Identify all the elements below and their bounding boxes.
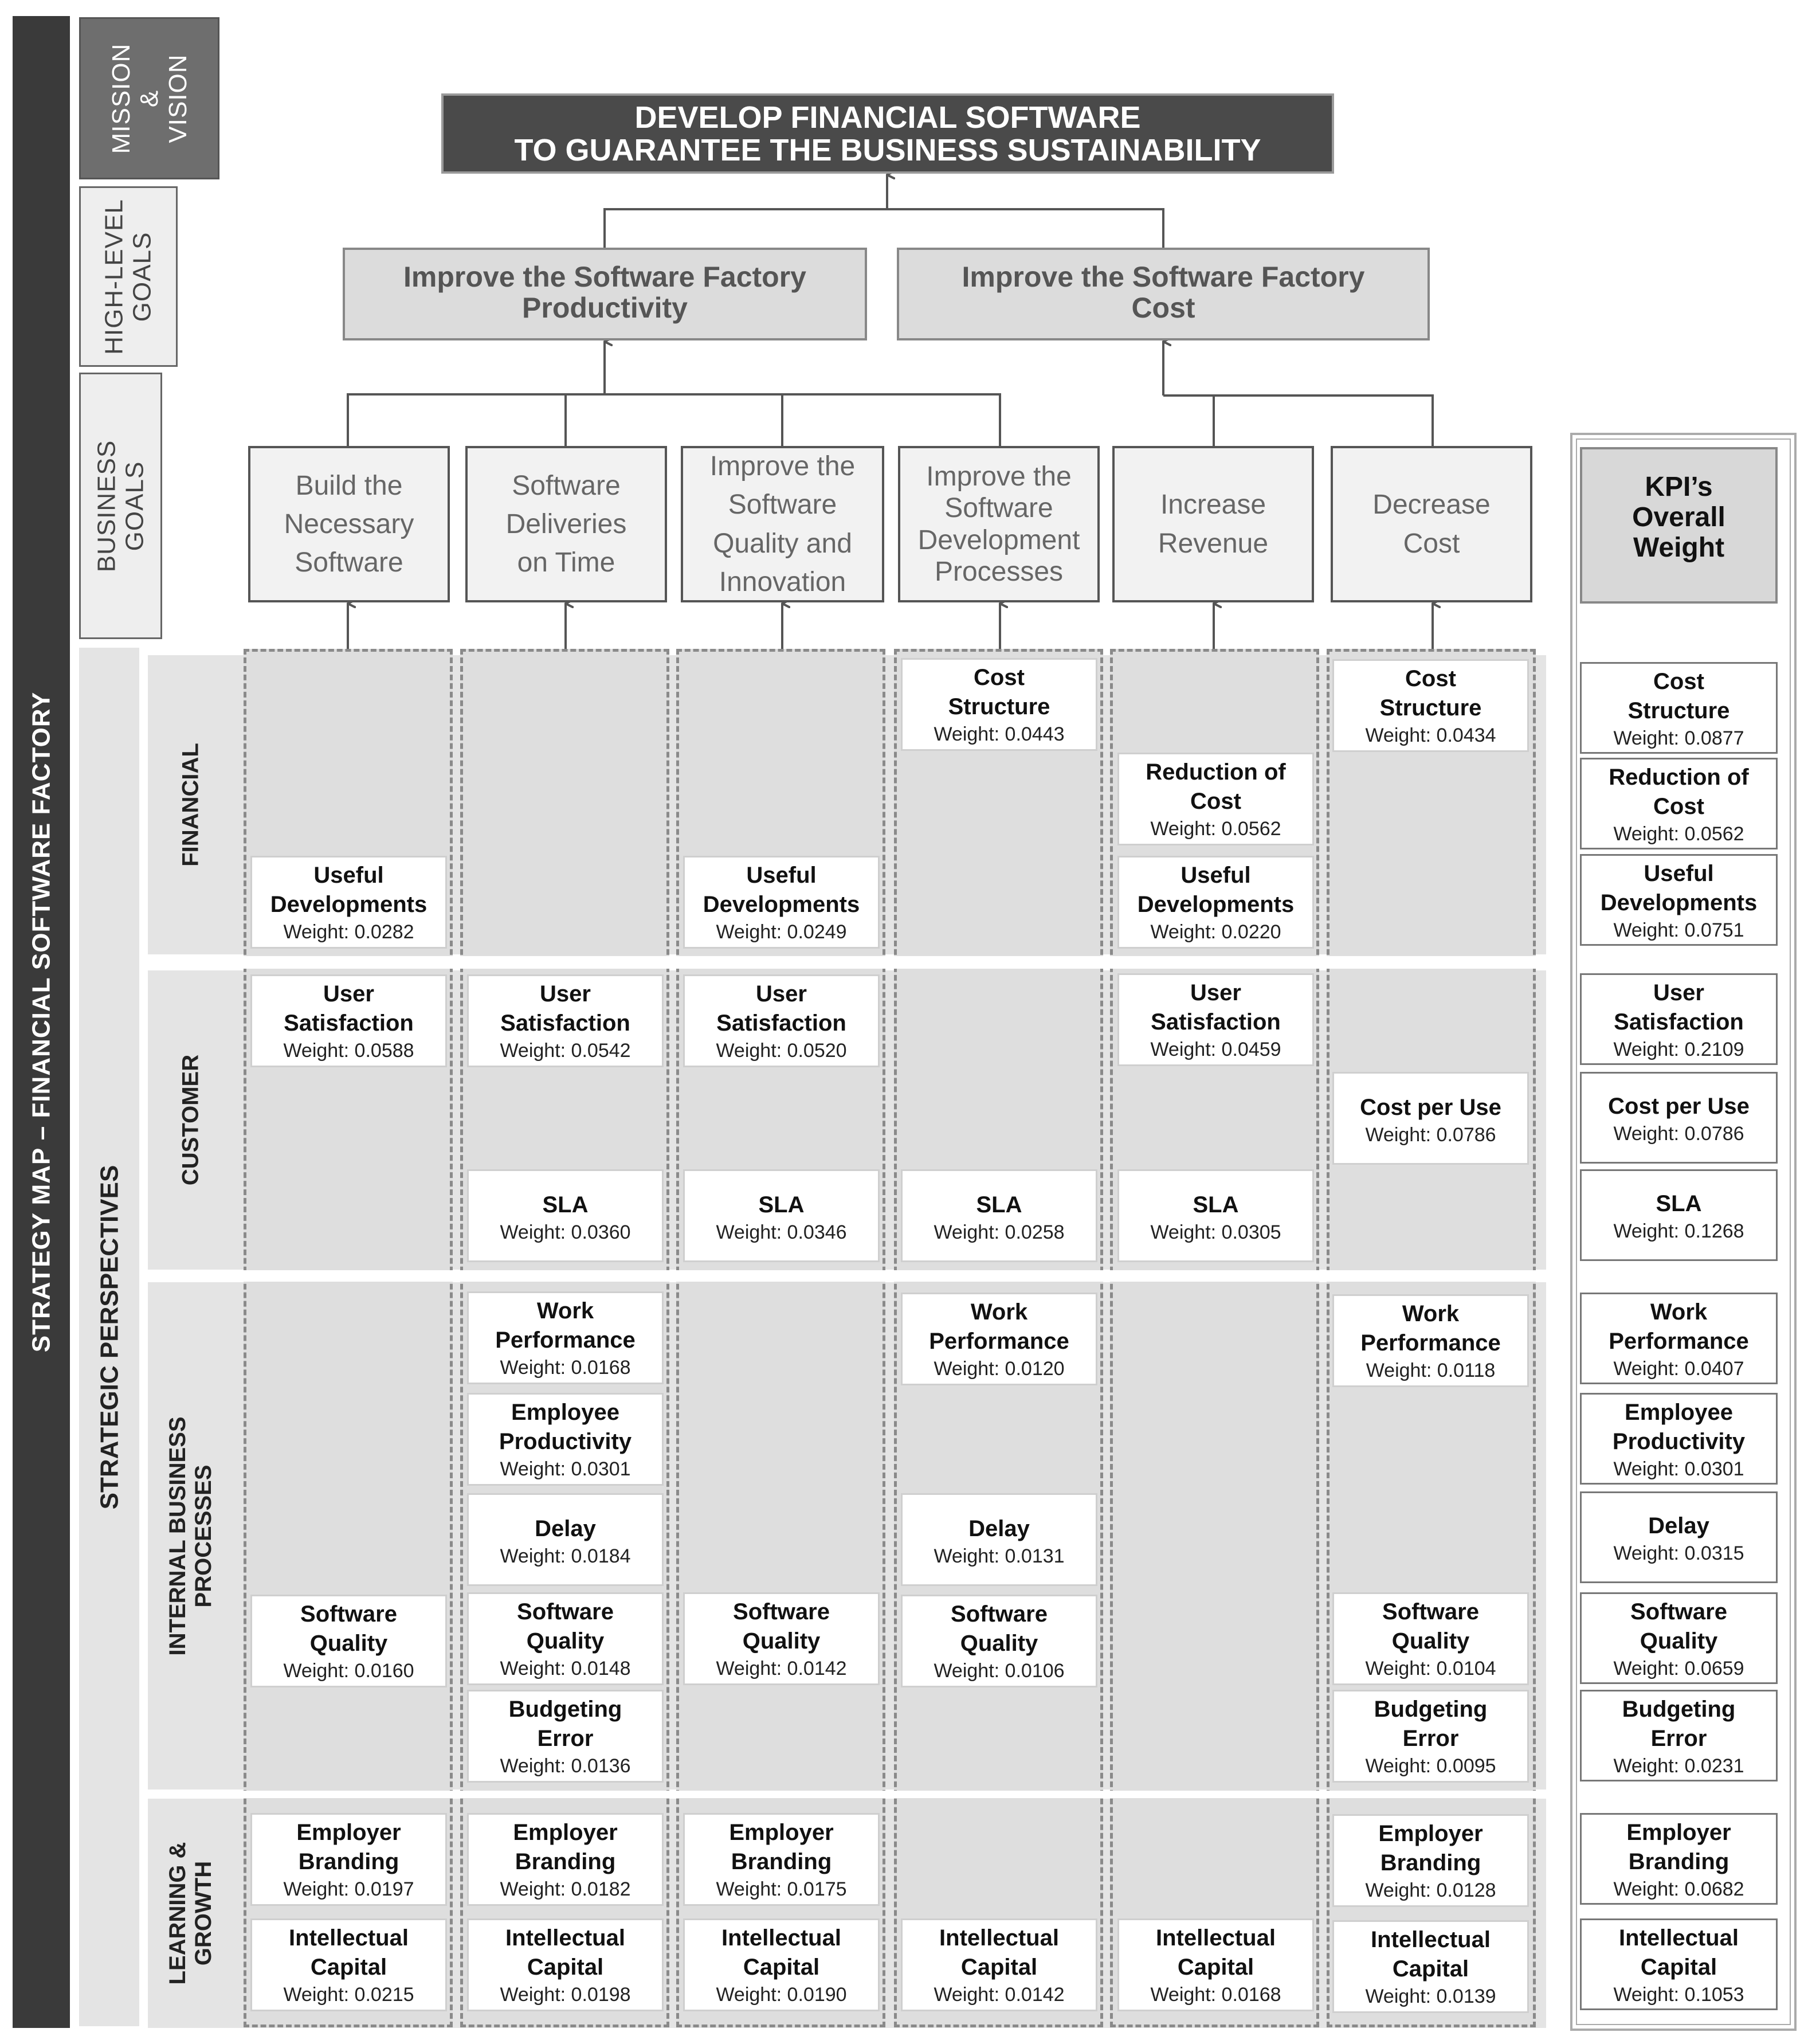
kpi-weight: Weight: 0.1268 bbox=[1613, 1220, 1744, 1243]
kpi-name: Delay bbox=[1648, 1513, 1709, 1538]
business-goal-label: Build the Necessary Software bbox=[284, 470, 414, 578]
kpi-weight: Weight: 0.0182 bbox=[500, 1878, 631, 1901]
high-level-goal-productivity bbox=[343, 248, 867, 340]
kpi-weight: Weight: 0.0562 bbox=[1150, 818, 1281, 840]
kpi-sla bbox=[683, 1169, 880, 1262]
kpi-name: Software Quality bbox=[733, 1599, 830, 1654]
kpi-delay bbox=[901, 1493, 1097, 1586]
kpi-name: Useful Developments bbox=[1137, 863, 1295, 918]
kpi-name: Useful Developments bbox=[1600, 861, 1758, 916]
kpi-user-satisfaction bbox=[467, 974, 664, 1067]
business-goal-label: Decrease Cost bbox=[1372, 490, 1491, 559]
kpi-weight: Weight: 0.0588 bbox=[283, 1040, 414, 1062]
overall-kpi-sla bbox=[1580, 1169, 1778, 1261]
kpi-name: User Satisfaction bbox=[284, 981, 414, 1036]
overall-kpi-user-satisfaction bbox=[1580, 973, 1778, 1065]
kpi-weight: Weight: 0.0148 bbox=[500, 1658, 631, 1680]
kpi-sla bbox=[1117, 1169, 1314, 1262]
kpi-work-performance bbox=[1332, 1294, 1529, 1387]
kpi-useful-developments bbox=[683, 856, 880, 949]
kpi-weight: Weight: 0.0215 bbox=[283, 1984, 414, 2006]
kpi-intellectual-capital bbox=[250, 1918, 447, 2011]
connector bbox=[1214, 396, 1433, 446]
kpi-weight: Weight: 0.0315 bbox=[1613, 1542, 1744, 1565]
kpi-name: Employee Productivity bbox=[1612, 1400, 1746, 1455]
kpi-employer-branding bbox=[467, 1813, 664, 1906]
high-level-goal-line-2: Productivity bbox=[522, 292, 688, 324]
overall-weight-title-text: KPI’s Overall Weight bbox=[1632, 472, 1725, 563]
mission-vision-label: MISSION & VISION bbox=[107, 43, 192, 154]
business-goal-build-software bbox=[248, 446, 450, 602]
business-goal-label: Software Deliveries on Time bbox=[505, 470, 627, 578]
kpi-weight: Weight: 0.0346 bbox=[716, 1221, 847, 1244]
kpi-name: Intellectual Capital bbox=[289, 1925, 409, 1980]
kpi-name: Cost Structure bbox=[1379, 666, 1482, 721]
kpi-weight: Weight: 0.0139 bbox=[1365, 1986, 1496, 2008]
business-goal-label: Improve the Software Development Processes bbox=[917, 461, 1080, 587]
kpi-weight: Weight: 0.0095 bbox=[1365, 1755, 1496, 1777]
overall-kpi-useful-developments bbox=[1580, 854, 1778, 946]
kpi-software-quality bbox=[901, 1595, 1097, 1687]
kpi-weight: Weight: 0.0184 bbox=[500, 1545, 631, 1568]
business-goal-label: Increase Revenue bbox=[1158, 490, 1269, 559]
kpi-software-quality bbox=[250, 1595, 447, 1687]
high-level-goal-line-2: Cost bbox=[1131, 292, 1195, 324]
kpi-cost-per-use bbox=[1332, 1072, 1529, 1165]
kpi-weight: Weight: 0.0459 bbox=[1150, 1039, 1281, 1061]
kpi-intellectual-capital bbox=[1332, 1920, 1529, 2013]
kpi-weight: Weight: 0.0443 bbox=[934, 723, 1065, 746]
kpi-intellectual-capital bbox=[1117, 1918, 1314, 2011]
overall-kpi-software-quality bbox=[1580, 1592, 1778, 1684]
kpi-weight: Weight: 0.0249 bbox=[716, 921, 847, 943]
kpi-name: User Satisfaction bbox=[500, 981, 630, 1036]
kpi-name: SLA bbox=[976, 1192, 1022, 1217]
kpi-name: Work Performance bbox=[1609, 1299, 1749, 1354]
kpi-weight: Weight: 0.0305 bbox=[1150, 1221, 1281, 1244]
overall-kpi-employee-productivity bbox=[1580, 1393, 1778, 1485]
business-goal-development-processes bbox=[898, 446, 1100, 602]
kpi-delay bbox=[467, 1493, 664, 1586]
kpi-weight: Weight: 0.0190 bbox=[716, 1984, 847, 2006]
business-goal-decrease-cost bbox=[1331, 446, 1532, 602]
kpi-name: Intellectual Capital bbox=[1619, 1925, 1739, 1980]
kpi-cost-structure bbox=[901, 658, 1097, 751]
kpi-user-satisfaction bbox=[250, 974, 447, 1067]
kpi-useful-developments bbox=[1117, 856, 1314, 949]
kpi-weight: Weight: 0.0128 bbox=[1365, 1879, 1496, 1902]
kpi-name: Budgeting Error bbox=[1374, 1697, 1488, 1752]
business-goal-quality-innovation bbox=[681, 446, 884, 602]
kpi-budgeting-error bbox=[1332, 1690, 1529, 1783]
kpi-name: SLA bbox=[758, 1192, 805, 1217]
kpi-name: User Satisfaction bbox=[716, 981, 846, 1036]
kpi-name: Intellectual Capital bbox=[1371, 1927, 1491, 1982]
kpi-name: Employer Branding bbox=[1626, 1820, 1731, 1875]
kpi-weight: Weight: 0.0301 bbox=[500, 1458, 631, 1481]
kpi-employer-branding bbox=[1332, 1814, 1529, 1907]
kpi-user-satisfaction bbox=[683, 974, 880, 1067]
kpi-name: Software Quality bbox=[1630, 1599, 1727, 1654]
kpi-name: Employer Branding bbox=[296, 1820, 401, 1875]
kpi-name: SLA bbox=[1193, 1192, 1239, 1217]
kpi-name: Useful Developments bbox=[703, 863, 860, 918]
kpi-weight: Weight: 0.0160 bbox=[283, 1660, 414, 1682]
business-goals-label: BUSINESS GOALS bbox=[92, 440, 149, 572]
kpi-weight: Weight: 0.0131 bbox=[934, 1545, 1065, 1568]
internal-label: INTERNAL BUSINESS PROCESSES bbox=[165, 1416, 216, 1656]
kpi-work-performance bbox=[901, 1293, 1097, 1385]
kpi-name: Employer Branding bbox=[1378, 1821, 1483, 1876]
kpi-weight: Weight: 0.0786 bbox=[1365, 1124, 1496, 1146]
kpi-weight: Weight: 0.0118 bbox=[1366, 1360, 1496, 1382]
business-goal-label: Improve the Software Quality and Innovation bbox=[709, 451, 856, 597]
kpi-name: Intellectual Capital bbox=[505, 1925, 625, 1980]
kpi-weight: Weight: 0.0142 bbox=[716, 1658, 847, 1680]
kpi-name: User Satisfaction bbox=[1614, 980, 1744, 1035]
kpi-name: User Satisfaction bbox=[1151, 980, 1281, 1035]
mission-line-1: DEVELOP FINANCIAL SOFTWARE bbox=[634, 100, 1141, 135]
kpi-name: Budgeting Error bbox=[1622, 1697, 1736, 1752]
kpi-sla bbox=[467, 1169, 664, 1262]
kpi-software-quality bbox=[683, 1592, 880, 1685]
kpi-intellectual-capital bbox=[467, 1918, 664, 2011]
kpi-weight: Weight: 0.0175 bbox=[716, 1878, 847, 1901]
kpi-name: Intellectual Capital bbox=[721, 1925, 841, 1980]
financial-label: FINANCIAL bbox=[178, 743, 203, 867]
kpi-weight: Weight: 0.0751 bbox=[1613, 919, 1744, 942]
overall-kpi-cost-per-use bbox=[1580, 1072, 1778, 1164]
kpi-employer-branding bbox=[683, 1813, 880, 1906]
high-level-goal-cost bbox=[897, 248, 1430, 340]
kpi-weight: Weight: 0.0120 bbox=[934, 1358, 1065, 1380]
kpi-weight: Weight: 0.1053 bbox=[1613, 1984, 1744, 2006]
overall-kpi-cost-structure bbox=[1580, 662, 1778, 754]
overall-kpi-employer-branding bbox=[1580, 1813, 1778, 1905]
overall-kpi-work-performance bbox=[1580, 1293, 1778, 1384]
kpi-name: Reduction of Cost bbox=[1146, 759, 1286, 815]
kpi-name: Useful Developments bbox=[270, 863, 428, 918]
kpi-cost-structure bbox=[1332, 659, 1529, 752]
kpi-weight: Weight: 0.0434 bbox=[1365, 725, 1496, 747]
strategic-perspectives-label: STRATEGIC PERSPECTIVES bbox=[95, 1165, 123, 1509]
kpi-weight: Weight: 0.0786 bbox=[1613, 1123, 1744, 1145]
kpi-name: Software Quality bbox=[951, 1601, 1048, 1657]
kpi-name: Budgeting Error bbox=[508, 1697, 622, 1752]
kpi-name: Work Performance bbox=[495, 1298, 636, 1353]
kpi-weight: Weight: 0.0682 bbox=[1613, 1878, 1744, 1901]
kpi-employer-branding bbox=[250, 1813, 447, 1906]
kpi-name: Employee Productivity bbox=[499, 1400, 632, 1455]
kpi-name: Employer Branding bbox=[513, 1820, 618, 1875]
kpi-name: Work Performance bbox=[1360, 1301, 1501, 1356]
overall-kpi-intellectual-capital bbox=[1580, 1918, 1778, 2010]
kpi-work-performance bbox=[467, 1291, 664, 1384]
kpi-weight: Weight: 0.0168 bbox=[500, 1357, 631, 1379]
kpi-weight: Weight: 0.0142 bbox=[934, 1984, 1065, 2006]
kpi-weight: Weight: 0.0197 bbox=[283, 1878, 414, 1901]
kpi-weight: Weight: 0.0520 bbox=[716, 1040, 847, 1062]
kpi-name: Software Quality bbox=[1382, 1599, 1479, 1654]
kpi-weight: Weight: 0.0542 bbox=[500, 1040, 631, 1062]
kpi-weight: Weight: 0.0136 bbox=[500, 1755, 631, 1777]
kpi-software-quality bbox=[467, 1592, 664, 1685]
kpi-name: Reduction of Cost bbox=[1609, 765, 1749, 820]
kpi-name: Delay bbox=[535, 1516, 596, 1541]
business-goal-deliveries-on-time bbox=[465, 446, 667, 602]
kpi-name: Cost per Use bbox=[1608, 1094, 1750, 1119]
kpi-weight: Weight: 0.0106 bbox=[934, 1660, 1065, 1682]
kpi-name: Software Quality bbox=[517, 1599, 614, 1654]
kpi-weight: Weight: 0.0659 bbox=[1613, 1658, 1744, 1680]
kpi-budgeting-error bbox=[467, 1690, 664, 1783]
kpi-weight: Weight: 0.0301 bbox=[1613, 1458, 1744, 1481]
kpi-name: Delay bbox=[968, 1516, 1030, 1541]
kpi-weight: Weight: 0.0168 bbox=[1150, 1984, 1281, 2006]
connector bbox=[348, 394, 1000, 446]
kpi-sla bbox=[901, 1169, 1097, 1262]
high-level-goals-label: HIGH-LEVEL GOALS bbox=[100, 198, 156, 355]
kpi-name: SLA bbox=[1656, 1191, 1702, 1216]
kpi-name: SLA bbox=[542, 1192, 589, 1217]
connector bbox=[605, 209, 1163, 248]
learning-label: LEARNING & GROWTH bbox=[165, 1842, 216, 1985]
business-goal-increase-revenue bbox=[1112, 446, 1314, 602]
kpi-name: Intellectual Capital bbox=[939, 1925, 1059, 1980]
kpi-weight: Weight: 0.2109 bbox=[1613, 1039, 1744, 1061]
kpi-name: Cost per Use bbox=[1360, 1095, 1501, 1120]
kpi-useful-developments bbox=[250, 856, 447, 949]
kpi-user-satisfaction bbox=[1117, 973, 1314, 1066]
kpi-name: Work Performance bbox=[929, 1299, 1069, 1354]
kpi-weight: Weight: 0.0562 bbox=[1613, 823, 1744, 845]
overall-weight-title bbox=[1580, 447, 1778, 604]
kpi-weight: Weight: 0.0877 bbox=[1613, 727, 1744, 750]
kpi-weight: Weight: 0.0282 bbox=[283, 921, 414, 943]
kpi-name: Intellectual Capital bbox=[1156, 1925, 1276, 1980]
kpi-intellectual-capital bbox=[901, 1918, 1097, 2011]
kpi-name: Employer Branding bbox=[729, 1820, 834, 1875]
kpi-weight: Weight: 0.0258 bbox=[934, 1221, 1065, 1244]
kpi-software-quality bbox=[1332, 1592, 1529, 1685]
customer-label: CUSTOMER bbox=[178, 1054, 203, 1186]
kpi-weight: Weight: 0.0104 bbox=[1365, 1658, 1496, 1680]
mission-line-2: TO GUARANTEE THE BUSINESS SUSTAINABILITY bbox=[514, 132, 1261, 167]
high-level-goal-line-1: Improve the Software Factory bbox=[962, 261, 1365, 293]
kpi-name: Cost Structure bbox=[1627, 669, 1730, 724]
kpi-weight: Weight: 0.0407 bbox=[1613, 1358, 1744, 1380]
kpi-weight: Weight: 0.0198 bbox=[500, 1984, 631, 2006]
overall-kpi-delay bbox=[1580, 1491, 1778, 1583]
kpi-weight: Weight: 0.0360 bbox=[500, 1221, 631, 1244]
high-level-goal-line-1: Improve the Software Factory bbox=[403, 261, 806, 293]
overall-kpi-reduction-of-cost bbox=[1580, 758, 1778, 849]
kpi-reduction-of-cost bbox=[1117, 753, 1314, 845]
kpi-name: Software Quality bbox=[300, 1601, 397, 1657]
strategy-map-label: STRATEGY MAP – FINANCIAL SOFTWARE FACTORY bbox=[27, 691, 56, 1353]
kpi-intellectual-capital bbox=[683, 1918, 880, 2011]
overall-kpi-budgeting-error bbox=[1580, 1690, 1778, 1781]
kpi-weight: Weight: 0.0231 bbox=[1613, 1755, 1744, 1777]
kpi-weight: Weight: 0.0220 bbox=[1150, 921, 1281, 943]
kpi-employee-productivity bbox=[467, 1393, 664, 1486]
kpi-name: Cost Structure bbox=[948, 665, 1050, 720]
mission-box bbox=[441, 93, 1334, 174]
